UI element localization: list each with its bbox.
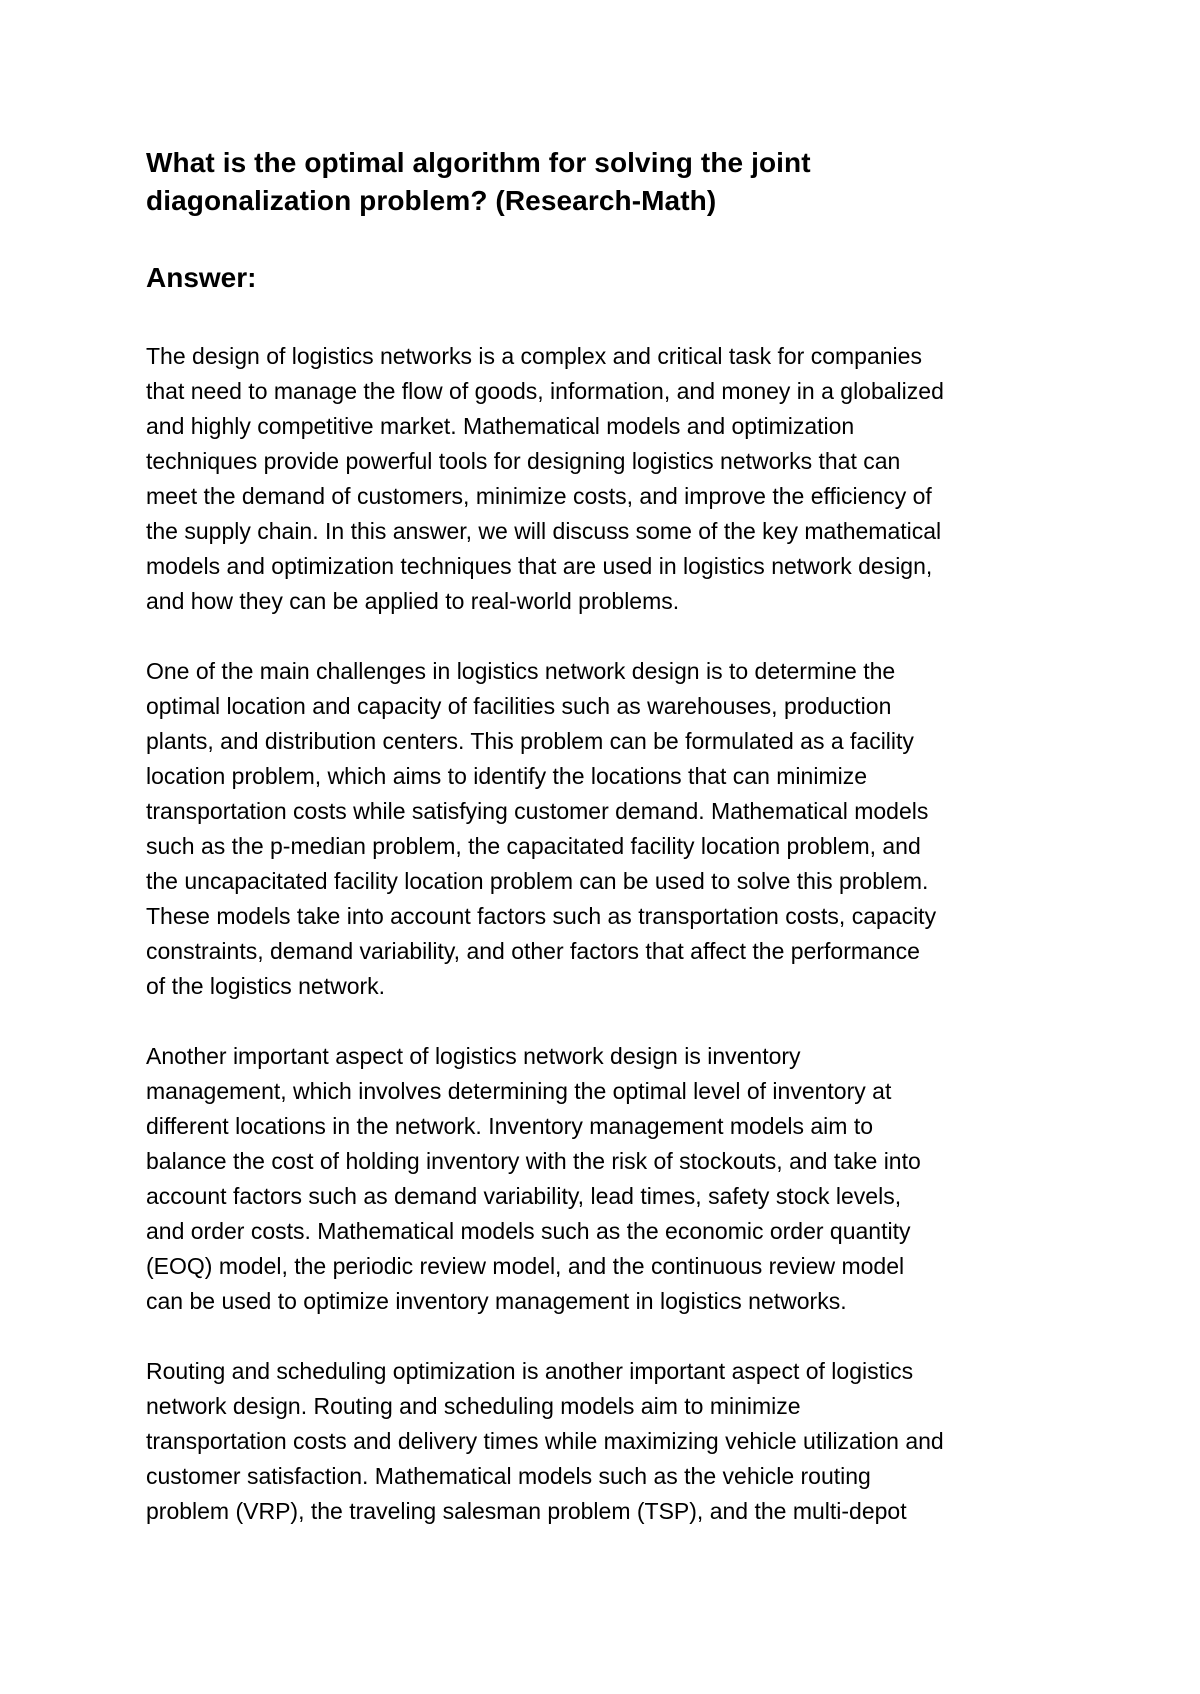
document-title xyxy=(146,144,1086,220)
paragraph-line: transportation costs and delivery times while maximizing vehicle utilization and xyxy=(146,1428,944,1454)
paragraph-line: and how they can be applied to real-world problems. xyxy=(146,588,680,614)
paragraph-line: account factors such as demand variability, lead times, safety stock levels, xyxy=(146,1183,902,1209)
paragraph-line: One of the main challenges in logistics network design is to determine the xyxy=(146,658,896,684)
paragraph-line: (EOQ) model, the periodic review model, and the continuous review model xyxy=(146,1253,905,1279)
paragraph-line: The design of logistics networks is a complex and critical task for companies xyxy=(146,343,922,369)
paragraph-line: of the logistics network. xyxy=(146,973,386,999)
paragraph-line: and order costs. Mathematical models such as the economic order quantity xyxy=(146,1218,911,1244)
paragraph-line: optimal location and capacity of facilities such as warehouses, production xyxy=(146,693,892,719)
title-line: What is the optimal algorithm for solving the joint xyxy=(146,147,811,178)
paragraph-line: Another important aspect of logistics network design is inventory xyxy=(146,1043,801,1069)
paragraph-line: constraints, demand variability, and other factors that affect the performance xyxy=(146,938,920,964)
answer-heading: Answer: xyxy=(146,262,257,293)
paragraph-line: such as the p-median problem, the capacitated facility location problem, and xyxy=(146,833,921,859)
paragraph-line: the supply chain. In this answer, we will discuss some of the key mathematical xyxy=(146,518,942,544)
title-line: diagonalization problem? (Research-Math) xyxy=(146,185,717,216)
paragraph-line: location problem, which aims to identify the locations that can minimize xyxy=(146,763,868,789)
paragraph-line: meet the demand of customers, minimize costs, and improve the efficiency of xyxy=(146,483,932,509)
paragraph-line: balance the cost of holding inventory with the risk of stockouts, and take into xyxy=(146,1148,921,1174)
paragraph-line: the uncapacitated facility location problem can be used to solve this problem. xyxy=(146,868,929,894)
paragraph-line: different locations in the network. Inventory management models aim to xyxy=(146,1113,874,1139)
paragraph-facility-location xyxy=(146,654,1086,1004)
paragraph-line: models and optimization techniques that are used in logistics network design, xyxy=(146,553,933,579)
paragraph-line: plants, and distribution centers. This problem can be formulated as a facility xyxy=(146,728,914,754)
paragraph-line: Routing and scheduling optimization is another important aspect of logistics xyxy=(146,1358,914,1384)
paragraph-line: and highly competitive market. Mathematical models and optimization xyxy=(146,413,855,439)
paragraph-line: can be used to optimize inventory management in logistics networks. xyxy=(146,1288,847,1314)
paragraph-line: that need to manage the flow of goods, information, and money in a globalized xyxy=(146,378,944,404)
paragraph-line: network design. Routing and scheduling models aim to minimize xyxy=(146,1393,801,1419)
paragraph-line: These models take into account factors such as transportation costs, capacity xyxy=(146,903,937,929)
paragraph-line: customer satisfaction. Mathematical models such as the vehicle routing xyxy=(146,1463,871,1489)
paragraph-routing-scheduling xyxy=(146,1354,1086,1529)
paragraph-line: techniques provide powerful tools for designing logistics networks that can xyxy=(146,448,901,474)
paragraph-line: transportation costs while satisfying customer demand. Mathematical models xyxy=(146,798,929,824)
paragraph-line: management, which involves determining the optimal level of inventory at xyxy=(146,1078,892,1104)
paragraph-logistics-intro xyxy=(146,339,1086,619)
paragraph-inventory-management xyxy=(146,1039,1086,1319)
paragraph-line: problem (VRP), the traveling salesman problem (TSP), and the multi-depot xyxy=(146,1498,907,1524)
document-page xyxy=(146,144,1086,1529)
